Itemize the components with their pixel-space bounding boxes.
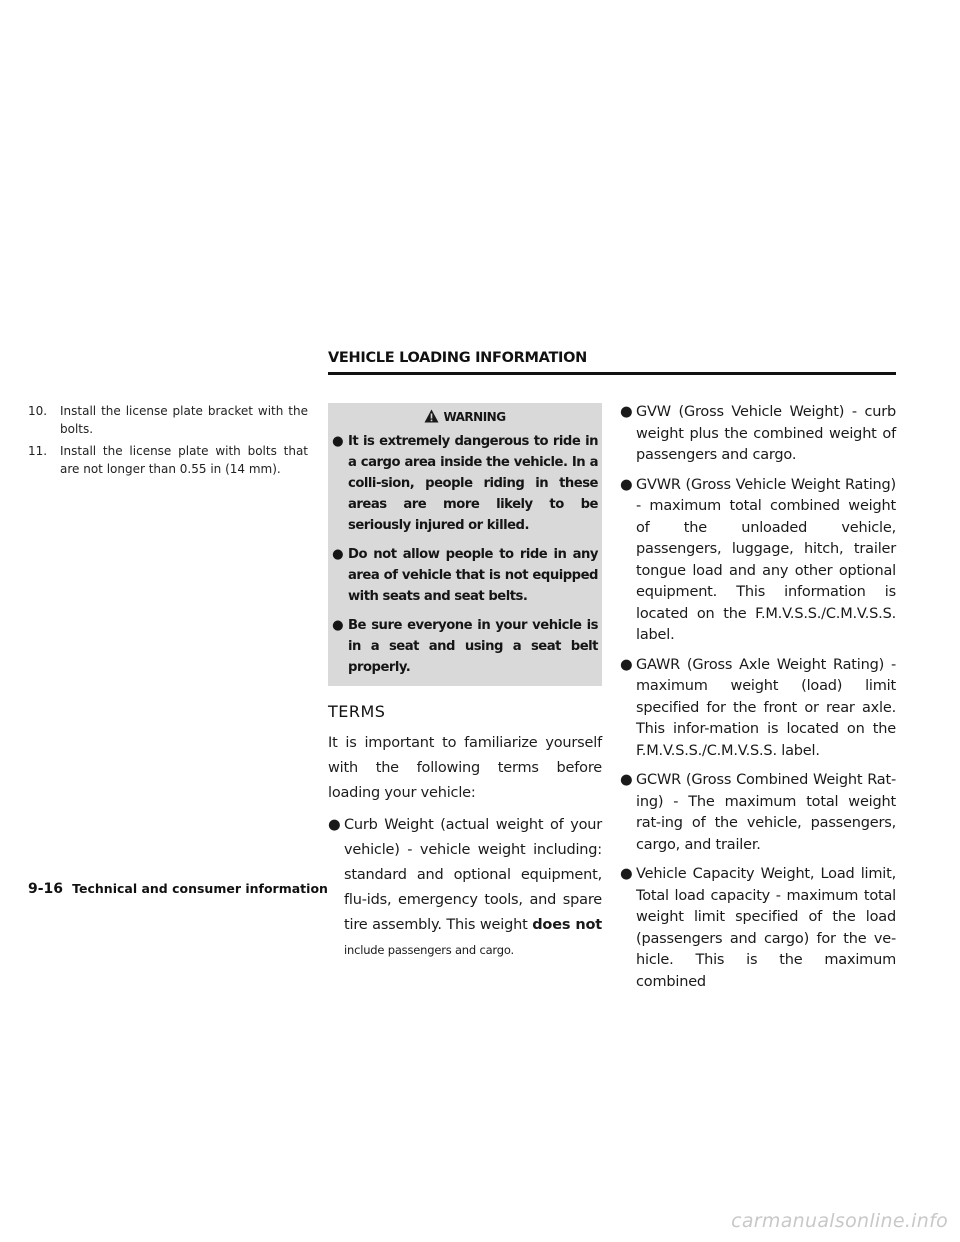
term-text: GVWR (Gross Vehicle Weight Rating) - maximum total combined weight of the unloaded vehicle, passengers, luggage, hitch, trailer tongue load and any other optional equipment. This information is located on the F.M.V.S.S./C.M.V.S.S. label. xyxy=(636,476,896,643)
bullet-icon: ● xyxy=(332,434,344,449)
step-item xyxy=(28,402,308,438)
warning-item-text: It is extremely dangerous to ride in a cargo area inside the vehicle. In a colli-sion, people riding in these areas are more likely to be seriously injured or killed. xyxy=(348,434,598,533)
term-text: GAWR (Gross Axle Weight Rating) - maximum weight (load) limit specified for the front or rear axle. This infor-mation is located on the F.M.V.S.S./C.M.V.S.S. label. xyxy=(636,656,896,759)
right-column xyxy=(620,402,896,1001)
steps-column xyxy=(28,402,308,482)
step-item xyxy=(28,442,308,478)
bullet-icon: ● xyxy=(332,618,344,633)
term-item-vehicle-capacity xyxy=(620,864,896,993)
step-number: 11. xyxy=(28,444,48,458)
term-emphasis: does not xyxy=(532,917,602,933)
term-text: GVW (Gross Vehicle Weight) - curb weight plus the combined weight of passengers and cargo. xyxy=(636,404,896,463)
warning-title xyxy=(332,409,598,425)
term-item-gawr xyxy=(620,655,896,763)
chapter-title: Technical and consumer information xyxy=(72,881,328,896)
warning-item-text: Be sure everyone in your vehicle is in a seat and using a seat belt properly. xyxy=(348,618,598,675)
term-item-curb-weight xyxy=(328,813,602,963)
term-text: Vehicle Capacity Weight, Load limit, Total load capacity - maximum total weight limit specified of the load (passengers and cargo) for the ve-hicle. This is the maximum combined xyxy=(636,866,896,990)
terms-intro: It is important to familiarize yourself with the following terms before loading your vehicle: xyxy=(328,735,602,801)
terms-heading: TERMS xyxy=(328,702,386,721)
bullet-icon: ● xyxy=(332,547,344,562)
watermark: carmanualsonline.info xyxy=(731,1210,948,1232)
warning-title-text: WARNING xyxy=(443,410,506,424)
steps-list xyxy=(28,402,308,478)
warning-triangle-icon xyxy=(424,409,439,423)
bullet-icon: ● xyxy=(620,404,633,420)
term-text: Curb Weight (actual weight of your vehicle) - vehicle weight including: standard and optional equipment, flu-ids, emergency tools, and spare tire assembly. This weight xyxy=(344,817,602,933)
section-heading: VEHICLE LOADING INFORMATION xyxy=(328,350,587,366)
warning-item xyxy=(332,615,598,678)
term-text: GCWR (Gross Combined Weight Rat-ing) - The maximum total weight rat-ing of the vehicle, passengers, cargo, and trailer. xyxy=(636,772,896,853)
bullet-icon: ● xyxy=(620,772,633,788)
step-number: 10. xyxy=(28,404,48,418)
step-text: Install the license plate with bolts that are not longer than 0.55 in (14 mm). xyxy=(60,444,308,476)
warning-box xyxy=(328,403,602,686)
term-item-gvwr xyxy=(620,475,896,647)
warning-item xyxy=(332,544,598,607)
step-text: Install the license plate bracket with the bolts. xyxy=(60,404,308,436)
page-footer xyxy=(28,878,328,897)
bullet-icon: ● xyxy=(620,476,633,493)
bullet-icon: ● xyxy=(620,866,633,882)
page-number: 9-16 xyxy=(28,881,64,897)
term-tail: include passengers and cargo. xyxy=(344,943,514,957)
heading-rule xyxy=(328,372,896,375)
bullet-icon: ● xyxy=(620,656,633,673)
bullet-icon: ● xyxy=(328,817,341,833)
middle-column xyxy=(328,403,602,963)
warning-item xyxy=(332,431,598,536)
warning-item-text: Do not allow people to ride in any area of vehicle that is not equipped with seats and seat belts. xyxy=(348,547,598,604)
term-item-gvw xyxy=(620,402,896,467)
term-item-gcwr xyxy=(620,770,896,856)
